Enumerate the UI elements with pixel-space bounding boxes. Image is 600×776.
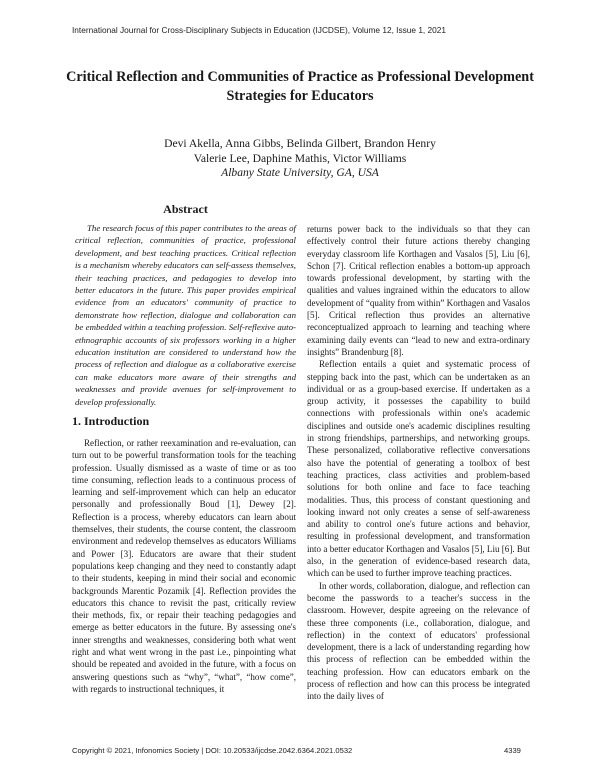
introduction-heading: 1. Introduction [72, 414, 150, 428]
introduction-paragraph-2: Reflection entails a quiet and systematic process of stepping back into the past, which can be undertaken as an individual or as a group-based exercise. If undertaken as a group activity, it possesses the capability to build connections with professionals within one's academic disciplines and outside one's academic disciplines resulting in strong friendships, partnerships, and networking groups. These personalized, collaborative reflective conversations also have the potential of generating a toolbox of best teaching practices, class activities and problem-based solutions for both online and face to face teaching modalities. Thus, this process of constant questioning and looking inward not only creates a sense of self-awareness and ability to control one's future actions and behavior, resulting in professional development, and transformation into a better educator Korthagen and Vasalos [5], Liu [6]. But also, in the generation of evidence-based research data, which can be used to further improve teaching practices. [307, 359, 530, 579]
abstract-text: The research focus of this paper contributes to the areas of critical reflection, communities of practice, professional development, and best teaching practices. Critical reflection is a mechanism whereby educators can self-assess themselves, their teaching practices, and pedagogies to develop into better educators in the future. This paper provides empirical evidence from an educators' community of practice to demonstrate how reflection, dialogue and collaboration can be embedded within a teaching profession. Self-reflexive auto-ethnographic accounts of six professors working in a higher education institution are considered to understand how the process of reflection and dialogue as a collaborative exercise can make educators more aware of their strengths and weaknesses and provide avenues for self-improvement to develop professionally. [75, 223, 296, 407]
author-affiliation: Albany State University, GA, USA [221, 166, 379, 180]
paper-title [60, 68, 540, 106]
running-head: International Journal for Cross-Disciplinary Subjects in Education (IJCDSE), Volume 12, Issue 1, 2021 [72, 25, 446, 35]
page-number: 4339 [504, 746, 521, 755]
introduction-paragraph-1-continuation: returns power back to the individuals so that they can effectively control their future actions thereby changing everyday classroom life Korthagen and Vasalos [5], Liu [6], Schon [7]. Critical reflection enables a bottom-up approach towards professional development, by starting with the qualities and values ingrained within the educators to allow development of “quality from within” Korthagen and Vasalos [5]. Critical reflection thus provides an alternative reconceptualized approach to learning and teaching where examining daily events can “lead to new and extra-ordinary insights” Brandenburg [8]. [307, 224, 530, 357]
authors-line-1: Devi Akella, Anna Gibbs, Belinda Gilbert, Brandon Henry [164, 137, 436, 150]
title-line-1: Critical Reflection and Communities of Practice as Professional Development [66, 69, 534, 85]
right-column [307, 223, 530, 703]
footer-copyright: Copyright © 2021, Infonomics Society | DOI: 10.20533/ijcdse.2042.6364.2021.0532 [72, 746, 353, 755]
abstract-heading: Abstract [163, 202, 208, 216]
introduction-paragraph-3: In other words, collaboration, dialogue, and reflection can become the passwords to a teacher's success in the classroom. However, despite agreeing on the relevance of these three components (i.e., collaboration, dialogue, and reflection) in the context of educators' professional development, there is a lack of understanding regarding how this process of reflection can be embedded within the teaching profession. How can educators embark on the process of reflection and how can this process be integrated into the daily lives of [307, 580, 530, 702]
authors-line-2: Valerie Lee, Daphine Mathis, Victor Williams [193, 151, 407, 165]
introduction-paragraph-1: Reflection, or rather reexamination and re-evaluation, can turn out to be powerful transformation tools for the teaching profession. Usually dismissed as a waste of time or as too time consuming, reflection leads to a continuous process of learning and self-improvement which can help an educator personally and professionally Boud [1], Dewey [2]. Reflection is a process, whereby educators can learn about themselves, their students, the course content, the classroom environment and redevelop themselves as educators Williams and Power [3]. Educators are aware that their student populations keep changing and they need to constantly adapt to their students, keeping in mind their social and economic backgrounds Marentic Pozamik [4]. Reflection provides the educators this chance to revisit the past, critically review their methods, fix, or repair their teaching pedagogies and emerge as better educators in the future. By assessing one's inner strengths and weaknesses, considering both what went right and what went wrong in the past i.e., pinpointing what should be repeated and avoided in the future, with a focus on answering questions such as “why”, “what”, “how come”, with regards to instructional techniques, it [72, 438, 296, 694]
title-line-2: Strategies for Educators [226, 88, 374, 104]
author-block [60, 137, 540, 181]
